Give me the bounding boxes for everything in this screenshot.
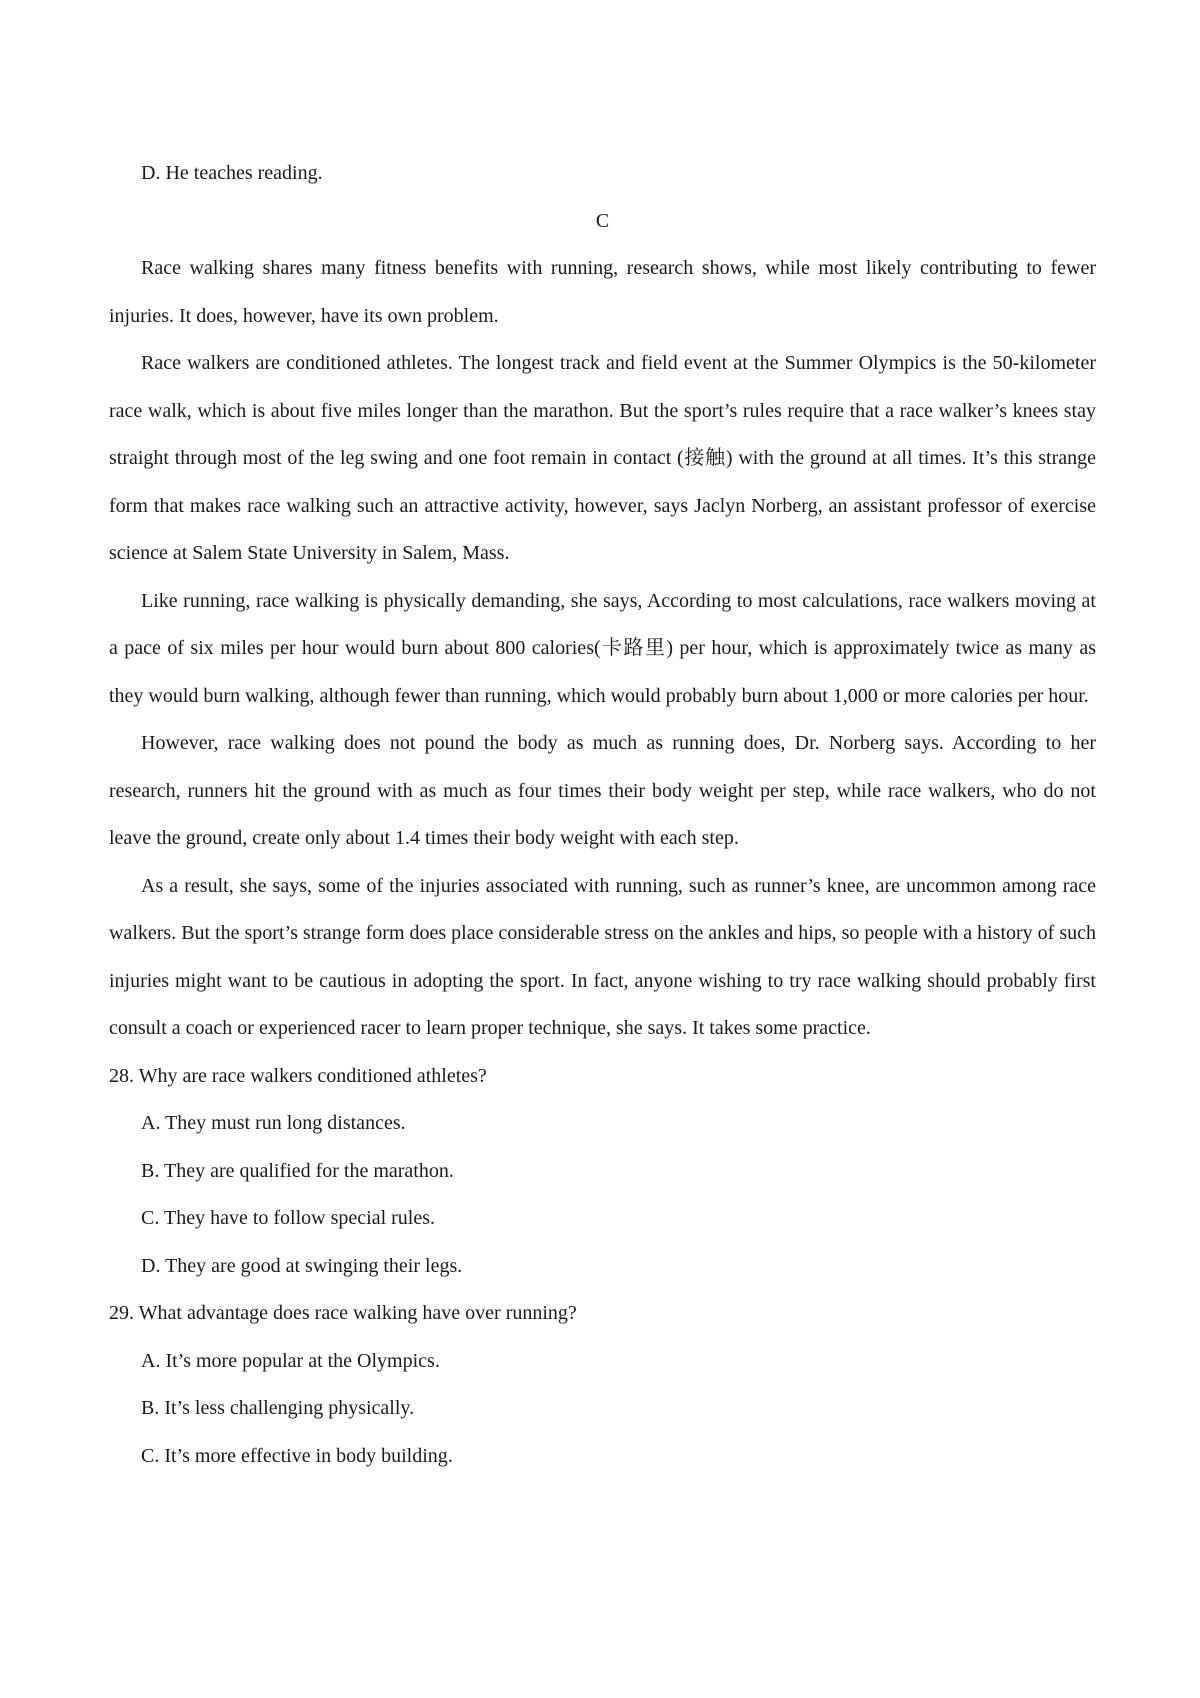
answer-option-a: A. They must run long distances. (141, 1112, 406, 1134)
passage-paragraph-3: Like running, race walking is physically demanding, she says, According to most calculations, race walkers moving at a pace of six miles per hour would burn about 800 calories(卡路里) per hour, which is approximately twice as many as they would burn walking, although fewer than running, which would probably burn about 1,000 or more calories per hour. (109, 589, 1096, 707)
answer-option-c: C. They have to follow special rules. (141, 1207, 436, 1229)
passage-paragraph-2: Race walkers are conditioned athletes. The longest track and field event at the Summer Olympics is the 50-kilometer race walk, which is about five miles longer than the marathon. But the sport’s rules require that a race walker’s knees stay straight through most of the leg swing and one foot remain in contact (接触) with the ground at all times. It’s this strange form that makes race walking such an attractive activity, however, says Jaclyn Norberg, an assistant professor of exercise science at Salem State University in Salem, Mass. (109, 352, 1096, 564)
passage-paragraph-4: However, race walking does not pound the body as much as running does, Dr. Norberg says. According to her research, runners hit the ground with as much as four times their body weight per step, while race walkers, who do not leave the ground, create only about 1.4 times their body weight with each step. (109, 732, 1096, 849)
passage-paragraph-5: As a result, she says, some of the injuries associated with running, such as runner’s knee, are uncommon among race walkers. But the sport’s strange form does place considerable stress on the ankles and hips, so people with a history of such injuries might want to be cautious in adopting the sport. In fact, anyone wishing to try race walking should probably first consult a coach or experienced racer to learn proper technique, she says. It takes some practice. (109, 874, 1097, 1039)
question-29 (109, 1290, 1096, 1480)
answer-option-a: A. It’s more popular at the Olympics. (141, 1349, 440, 1372)
question-stem: 28. Why are race walkers conditioned athletes? (109, 1064, 487, 1087)
answer-option-d: D. They are good at swinging their legs. (141, 1254, 463, 1277)
passage-paragraph-1: Race walking shares many fitness benefits with running, research shows, while most likely contributing to fewer injuries. It does, however, have its own problem. (109, 257, 1096, 327)
question-28 (109, 1053, 1096, 1291)
answer-option-b: B. It’s less challenging physically. (141, 1397, 415, 1419)
section-heading: C (595, 209, 610, 232)
prev-question-option-d: D. He teaches reading. (141, 162, 323, 184)
answer-option-c: C. It’s more effective in body building. (141, 1444, 453, 1467)
question-stem: 29. What advantage does race walking have over running? (109, 1302, 577, 1324)
answer-option-b: B. They are qualified for the marathon. (141, 1159, 454, 1182)
page-content (109, 150, 1096, 1480)
